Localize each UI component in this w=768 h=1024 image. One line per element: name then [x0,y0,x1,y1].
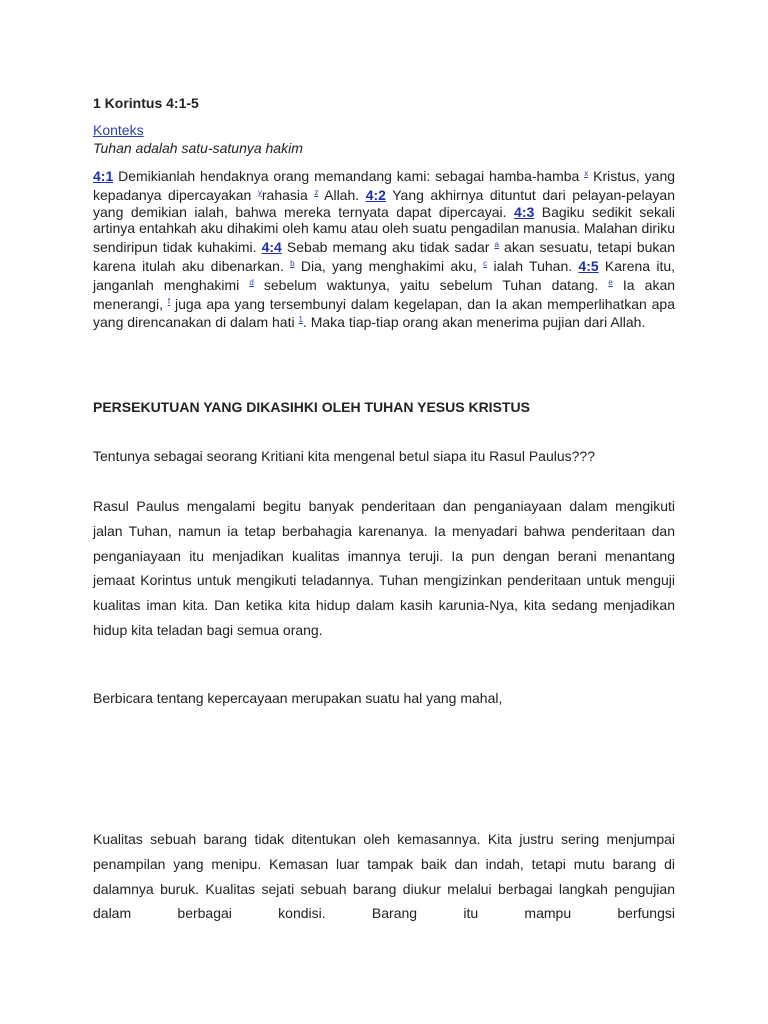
verse-text: Ia akan menerangi, [93,276,676,312]
body-paragraph: Berbicara tentang kepercayaan merupakan suatu hal yang mahal, [93,690,503,706]
footnote-link[interactable]: y [257,187,262,197]
verse-text: akan sesuatu, tetapi bukan karena itulah aku dibenarkan. [93,239,675,274]
verse-text: sebelum waktunya, yaitu sebelum Tuhan datang. [263,276,599,293]
footnote-link[interactable]: f [167,296,171,306]
verse-text: Kristus, yang kepadanya dipercayakan [93,168,676,203]
verse-link-4-1[interactable]: 4:1 [93,168,114,184]
footnote-link[interactable]: 1 [298,315,303,325]
footnote-link[interactable]: x [584,169,589,178]
footnote-link[interactable]: a [494,240,499,250]
verse-text: rahasia [261,186,308,203]
section-heading: PERSEKUTUAN YANG DIKASIHKI OLEH TUHAN YESUS KRISTUS [93,399,530,415]
verse-link-4-2[interactable]: 4:2 [365,186,386,203]
body-paragraph: Kualitas sebuah barang tidak ditentukan oleh kemasannya. Kita justru sering menjumpai penampilan yang menipu. Kemasan luar tampak baik dan indah, tetapi mutu barang di dalamnya buruk. Kualitas sejati sebuah barang diukur melalui berbagai langkah pengujian dalam berbagai kondisi. Barang itu mampu berfungsi [93,831,675,922]
verse-text: Sebab memang aku tidak sadar [286,239,490,256]
konteks-link[interactable]: Konteks [93,122,144,138]
intro-question: Tentunya sebagai seorang Kritiani kita mengenal betul siapa itu Rasul Paulus??? [93,448,595,464]
footnote-link[interactable]: d [249,277,254,287]
verse-text: Demikianlah hendaknya orang memandang kami: sebagai hamba-hamba [118,168,580,184]
verse-link-4-5[interactable]: 4:5 [578,257,599,274]
verse-text: Bagiku sedikit sekali artinya entahkah aku dihakimi oleh kamu atau oleh suatu pengadilan manusia. Malahan diriku sendiripun tidak kuhakimi. [93,203,676,256]
verse-text: Yang akhirnya dituntut dari pelayan-pelayan yang demikian ialah, bahwa mereka ternyata dapat dipercayai. [93,186,675,220]
verse-link-4-4[interactable]: 4:4 [261,239,282,256]
body-paragraph: Rasul Paulus mengalami begitu banyak penderitaan dan penganiayaan dalam mengikuti jalan Tuhan, namun ia tetap berbahagia karenanya. Ia menyadari bahwa penderitaan dan penganiayaan itu menjadikan kualitas imannya teruji. Ia pun dengan berani menantang jemaat Korintus untuk mengikuti teladannya. Tuhan mengizinkan penderitaan untuk menguji kualitas iman kita. Dan ketika kita hidup dalam kasih karunia-Nya, kita sedang menjadikan hidup kita teladan bagi semua orang. [93,498,675,638]
scripture-block [93,94,675,331]
scripture-text [93,166,675,331]
verse-text: juga apa yang tersembunyi dalam kegelapan, dan Ia akan memperlihatkan apa yang direncanakan di dalam hati [93,295,675,331]
footnote-link[interactable]: z [314,187,319,197]
verse-text: ialah Tuhan. [493,257,573,274]
verse-text: Karena itu, janganlah menghakimi [93,257,676,293]
passage-subtitle: Tuhan adalah satu-satunya hakim [93,140,303,156]
footnote-link[interactable]: c [483,258,488,268]
verse-text: . Maka tiap-tiap orang akan menerima pujian dari Allah. [302,314,646,331]
footnote-link[interactable]: b [290,258,295,268]
verse-text: Dia, yang menghakimi aku, [300,257,477,274]
footnote-link[interactable]: e [608,277,613,287]
verse-text: Allah. [324,186,360,203]
verse-link-4-3[interactable]: 4:3 [514,203,535,220]
passage-reference: 1 Korintus 4:1-5 [93,95,199,111]
